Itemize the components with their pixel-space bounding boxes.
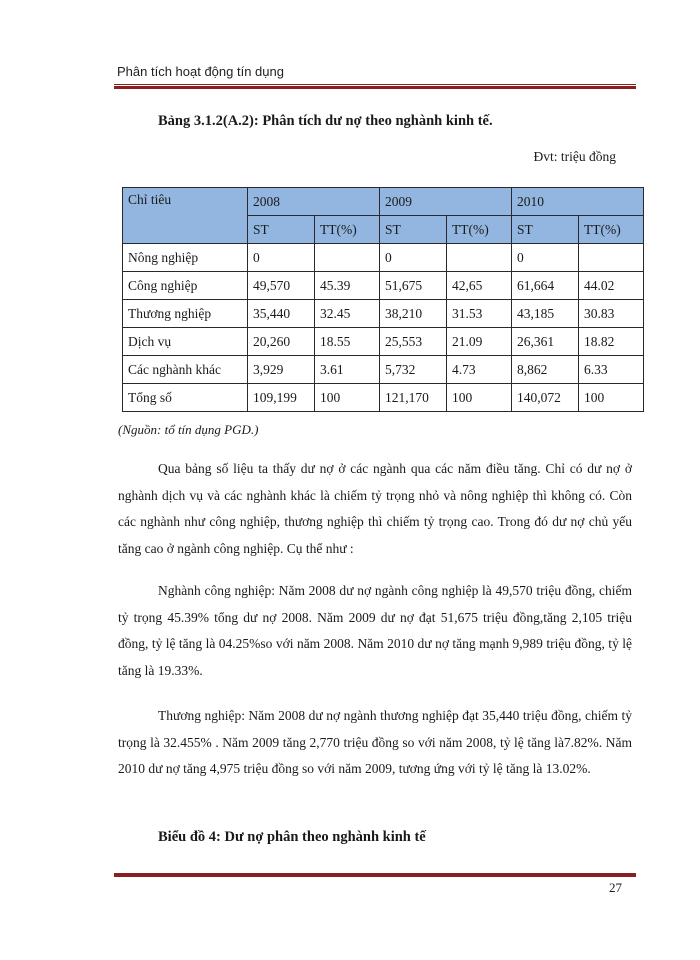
chart-title: Biểu đồ 4: Dư nợ phân theo nghành kinh tế (158, 829, 426, 845)
table-cell: 0 (512, 244, 579, 272)
table-cell: 18.82 (579, 328, 644, 356)
table-cell: 61,664 (512, 272, 579, 300)
table-cell: 100 (447, 384, 512, 412)
table-cell: 18.55 (315, 328, 380, 356)
table-cell: 38,210 (380, 300, 447, 328)
table-source-note: (Nguồn: tổ tín dụng PGD.) (118, 422, 259, 437)
page-number: 27 (609, 880, 622, 895)
table-row (123, 272, 644, 300)
table-row-total (123, 384, 644, 412)
header-cell: Chỉ tiêu (123, 188, 248, 244)
paragraph-text: Thương nghiệp: Năm 2008 dư nợ ngành thương nghiệp đạt 35,440 triệu đồng, chiếm tỷ trọng là 32.455% . Năm 2009 tăng 2,770 triệu đồng so với năm 2008, tỷ lệ tăng là7.82%. Năm 2010 dư nợ tăng 4,975 triệu đồng so với năm 2009, tương ứng với tỷ lệ tăng là 13.02%. (118, 708, 632, 776)
table-cell: 3,929 (248, 356, 315, 384)
table-cell: 5,732 (380, 356, 447, 384)
table-cell: 20,260 (248, 328, 315, 356)
table-cell: 3.61 (315, 356, 380, 384)
table-cell: 121,170 (380, 384, 447, 412)
paragraph-text: Qua bảng số liệu ta thấy dư nợ ở các ngành qua các năm điều tăng. Chỉ có dư nợ ở nghành dịch vụ và các nghành khác là chiếm tỷ trọng nhỏ và nông nghiệp thì không có. Còn các nghành như công nghiệp, thương nghiệp thì chiếm tỷ trọng cao. Trong đó dư nợ chủ yếu tăng cao ở ngành công nghiệp. Cụ thể như : (118, 461, 632, 556)
table-cell: 32.45 (315, 300, 380, 328)
table-cell (315, 244, 380, 272)
table-cell: 43,185 (512, 300, 579, 328)
subheader-cell: TT(%) (579, 216, 644, 244)
header-year-cell: 2010 (512, 188, 644, 216)
unit-label: Đvt: triệu đồng (533, 149, 616, 164)
table-header-row (123, 188, 644, 216)
table-cell: 4.73 (447, 356, 512, 384)
subheader-cell: ST (512, 216, 579, 244)
table-cell: 8,862 (512, 356, 579, 384)
table-cell (579, 244, 644, 272)
paragraph-text: Nghành công nghiệp: Năm 2008 dư nợ ngành công nghiệp là 49,570 triệu đồng, chiếm tỷ trọng 45.39% tổng dư nợ 2008. Năm 2009 dư nợ đạt 51,675 triệu đồng,tăng 2,105 triệu đồng, tỷ lệ tăng là 04.25%so với năm 2008. Năm 2010 dư nợ tăng mạnh 9,989 triệu đồng, tỷ lệ tăng là 19.33%. (118, 583, 632, 678)
subheader-cell: TT(%) (447, 216, 512, 244)
header-year-cell: 2009 (380, 188, 512, 216)
table-cell: 31.53 (447, 300, 512, 328)
paragraph (118, 703, 632, 783)
table-cell: Các nghành khác (123, 356, 248, 384)
table-cell: 109,199 (248, 384, 315, 412)
table-cell: 0 (380, 244, 447, 272)
table-cell: 100 (315, 384, 380, 412)
table-cell (447, 244, 512, 272)
header-year-cell: 2008 (248, 188, 380, 216)
credit-by-sector-table (122, 187, 644, 412)
table-cell: 25,553 (380, 328, 447, 356)
table-cell: 30.83 (579, 300, 644, 328)
table-cell: 51,675 (380, 272, 447, 300)
table-cell: 21.09 (447, 328, 512, 356)
table-cell: Công nghiệp (123, 272, 248, 300)
running-header-title: Phân tích hoạt động tín dụng (117, 64, 284, 79)
table-cell: Nông nghiệp (123, 244, 248, 272)
table-cell: 26,361 (512, 328, 579, 356)
subheader-cell: ST (248, 216, 315, 244)
subheader-cell: TT(%) (315, 216, 380, 244)
table-cell: 44.02 (579, 272, 644, 300)
table-cell: 49,570 (248, 272, 315, 300)
table-row (123, 328, 644, 356)
table-cell: 6.33 (579, 356, 644, 384)
paragraph (118, 456, 632, 562)
table-cell: 35,440 (248, 300, 315, 328)
subheader-cell: ST (380, 216, 447, 244)
table-cell: Thương nghiệp (123, 300, 248, 328)
table-row (123, 300, 644, 328)
table-cell: Dịch vụ (123, 328, 248, 356)
table-row (123, 244, 644, 272)
table-cell: Tổng số (123, 384, 248, 412)
table-row (123, 356, 644, 384)
table-cell: 0 (248, 244, 315, 272)
footer-rule (114, 872, 636, 877)
table-title: Bảng 3.1.2(A.2): Phân tích dư nợ theo nghành kinh tế. (158, 113, 493, 129)
table-cell: 100 (579, 384, 644, 412)
table-cell: 42,65 (447, 272, 512, 300)
table-cell: 140,072 (512, 384, 579, 412)
header-rule (114, 84, 636, 89)
paragraph (118, 578, 632, 684)
table-cell: 45.39 (315, 272, 380, 300)
